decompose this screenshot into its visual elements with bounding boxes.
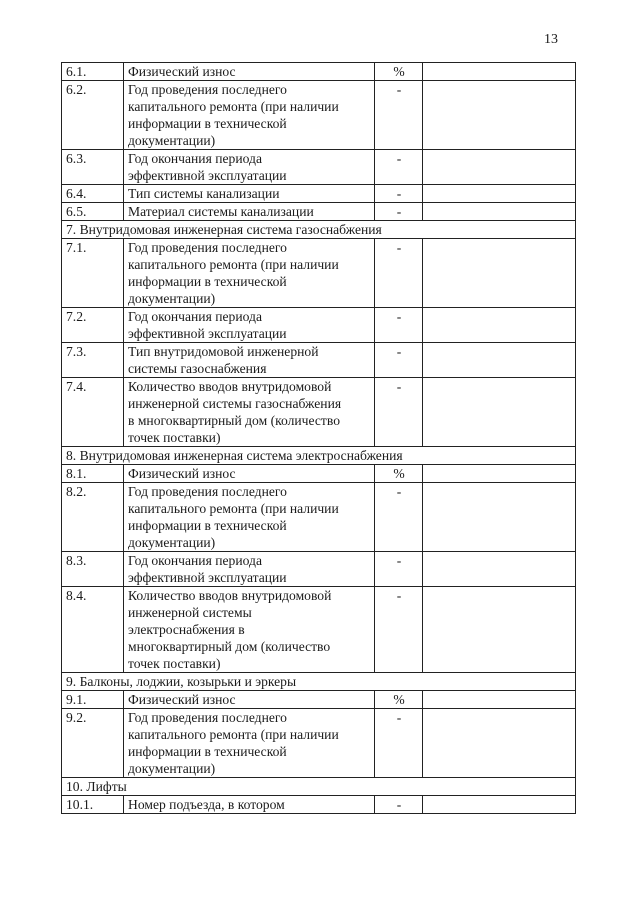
row-unit: - (375, 552, 423, 587)
row-unit: - (375, 150, 423, 185)
row-number: 8.3. (62, 552, 124, 587)
row-number: 7.1. (62, 239, 124, 308)
row-unit: % (375, 465, 423, 483)
page-number: 13 (544, 32, 558, 47)
row-unit: - (375, 796, 423, 814)
table-row (62, 483, 576, 552)
row-number: 7.2. (62, 308, 124, 343)
row-name: Материал системы канализации (124, 203, 375, 221)
row-number: 7.4. (62, 378, 124, 447)
row-name: Год окончания периода эффективной эксплуатации (124, 150, 375, 185)
row-unit: - (375, 343, 423, 378)
row-name: Тип внутридомовой инженерной системы газоснабжения (124, 343, 375, 378)
row-value (423, 203, 576, 221)
section-title: 7. Внутридомовая инженерная система газоснабжения (62, 221, 576, 239)
row-name: Тип системы канализации (124, 185, 375, 203)
row-name: Физический износ (124, 465, 375, 483)
table-row (62, 378, 576, 447)
row-unit: - (375, 185, 423, 203)
table-row (62, 203, 576, 221)
row-value (423, 239, 576, 308)
row-value (423, 483, 576, 552)
section-header-row (62, 221, 576, 239)
row-number: 8.4. (62, 587, 124, 673)
table-body (62, 63, 576, 814)
row-unit: - (375, 483, 423, 552)
row-unit: - (375, 239, 423, 308)
row-value (423, 796, 576, 814)
row-number: 9.1. (62, 691, 124, 709)
table-row (62, 691, 576, 709)
table-row (62, 150, 576, 185)
row-unit: - (375, 709, 423, 778)
table-row (62, 239, 576, 308)
row-number: 6.4. (62, 185, 124, 203)
row-unit: - (375, 378, 423, 447)
row-unit: - (375, 81, 423, 150)
row-unit: % (375, 63, 423, 81)
section-title: 10. Лифты (62, 778, 576, 796)
row-value (423, 343, 576, 378)
table-row (62, 308, 576, 343)
row-name: Год проведения последнего капитального ремонта (при наличии информации в технической документации) (124, 709, 375, 778)
row-name: Номер подъезда, в котором (124, 796, 375, 814)
table-row (62, 709, 576, 778)
table-row (62, 796, 576, 814)
row-name: Количество вводов внутридомовой инженерной системы электроснабжения в многоквартирный дом (количество точек поставки) (124, 587, 375, 673)
row-name: Физический износ (124, 63, 375, 81)
row-number: 6.3. (62, 150, 124, 185)
row-name: Количество вводов внутридомовой инженерной системы газоснабжения в многоквартирный дом (количество точек поставки) (124, 378, 375, 447)
row-value (423, 691, 576, 709)
row-number: 6.1. (62, 63, 124, 81)
row-value (423, 378, 576, 447)
table-row (62, 343, 576, 378)
section-header-row (62, 447, 576, 465)
row-value (423, 465, 576, 483)
table-row (62, 552, 576, 587)
row-name: Год окончания периода эффективной эксплуатации (124, 308, 375, 343)
table-row (62, 465, 576, 483)
row-value (423, 185, 576, 203)
row-unit: - (375, 587, 423, 673)
row-unit: - (375, 203, 423, 221)
row-name: Год окончания периода эффективной эксплуатации (124, 552, 375, 587)
row-name: Год проведения последнего капитального ремонта (при наличии информации в технической документации) (124, 239, 375, 308)
table-row (62, 587, 576, 673)
row-name: Год проведения последнего капитального ремонта (при наличии информации в технической документации) (124, 483, 375, 552)
row-name: Год проведения последнего капитального ремонта (при наличии информации в технической документации) (124, 81, 375, 150)
section-title: 9. Балконы, лоджии, козырьки и эркеры (62, 673, 576, 691)
passport-table (61, 62, 576, 814)
row-number: 6.5. (62, 203, 124, 221)
table-row (62, 63, 576, 81)
section-header-row (62, 778, 576, 796)
row-value (423, 709, 576, 778)
row-unit: - (375, 308, 423, 343)
table-row (62, 185, 576, 203)
table-row (62, 81, 576, 150)
row-number: 9.2. (62, 709, 124, 778)
section-title: 8. Внутридомовая инженерная система электроснабжения (62, 447, 576, 465)
row-value (423, 308, 576, 343)
row-number: 8.1. (62, 465, 124, 483)
row-number: 8.2. (62, 483, 124, 552)
row-number: 6.2. (62, 81, 124, 150)
row-value (423, 63, 576, 81)
row-unit: % (375, 691, 423, 709)
section-header-row (62, 673, 576, 691)
row-value (423, 552, 576, 587)
row-value (423, 81, 576, 150)
row-value (423, 150, 576, 185)
row-number: 10.1. (62, 796, 124, 814)
row-name: Физический износ (124, 691, 375, 709)
row-number: 7.3. (62, 343, 124, 378)
row-value (423, 587, 576, 673)
